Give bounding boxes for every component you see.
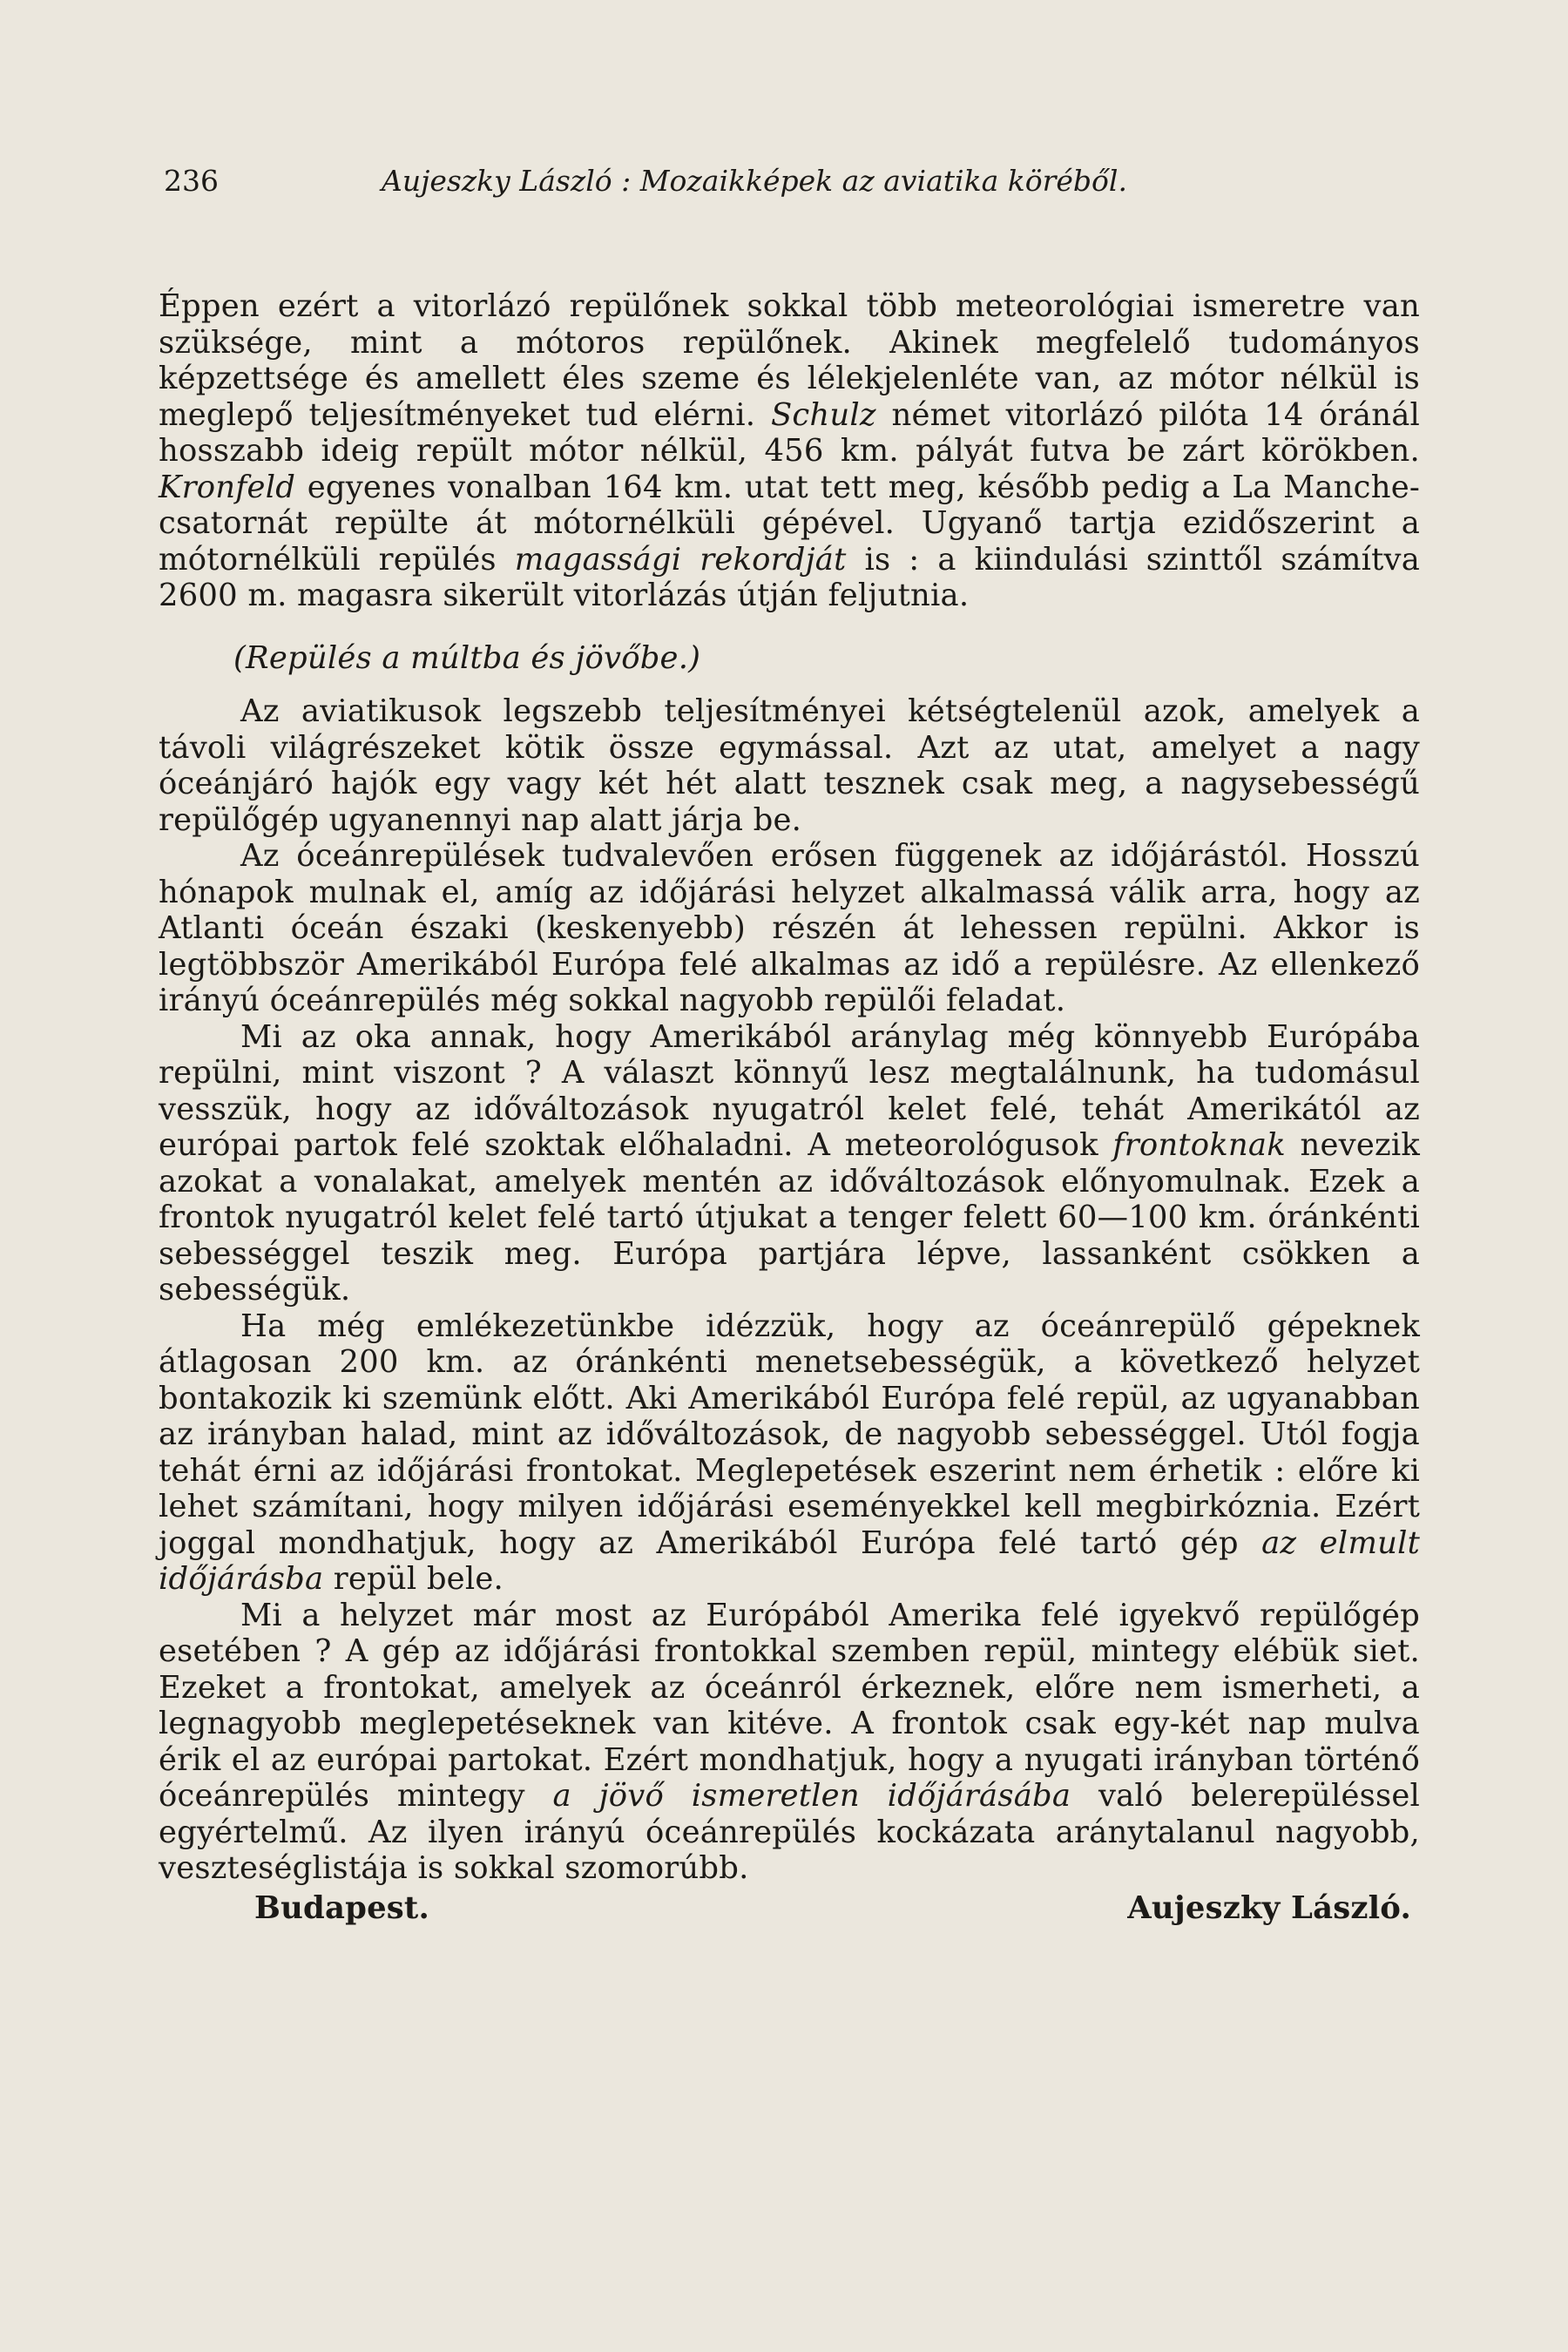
running-title: Aujeszky László : Mozaikképek az aviatika köréből. bbox=[382, 164, 1127, 198]
text-run: repül bele. bbox=[333, 1561, 504, 1597]
paragraph: Az aviatikusok legszebb teljesítményei kétségtelenül azok, amelyek a távoli világrészeket kötik össze egymással. Azt az utat, amelyet a nagy óceánjáró hajók egy vagy két hét alatt tesznek csak meg, a nagysebességű repülőgép ugyanennyi nap alatt járja be. bbox=[159, 693, 1420, 838]
italic-phrase: az elmult időjárásba bbox=[159, 1524, 1421, 1597]
italic-name: Kronfeld bbox=[159, 469, 296, 505]
paragraph bbox=[159, 1019, 1420, 1308]
section-heading: (Repülés a múltba és jövőbe.) bbox=[233, 639, 701, 676]
text-run: is : a kiindulási szinttől számítva 2600 m. magasra sikerült vitorlázás útján feljutnia. bbox=[159, 541, 1421, 613]
text-run: Éppen ezért a vitorlázó repülőnek sokkal több meteorológiai ismeretre van szüksége, mint a mótoros repülőnek. Akinek megfelelő tudományos képzettsége és amellett éles szeme és lélekjelenléte van, az mótor nélkül is meglepő teljesítményeket tud elérni. bbox=[159, 288, 1420, 433]
signature-author: Aujeszky László. bbox=[1127, 1889, 1411, 1926]
running-header bbox=[164, 162, 1418, 200]
signature-place: Budapest. bbox=[254, 1889, 429, 1926]
paragraph: Az óceánrepülések tudvalevően erősen függenek az időjárástól. Hosszú hónapok mulnak el, amíg az időjárási helyzet alkalmassá válik arra, hogy az Atlanti óceán északi (keskenyebb) részén át lehessen repülni. Akkor is legtöbbször Amerikából Európa felé alkalmas az idő a repülésre. Az ellenkező irányú óceánrepülés még sokkal nagyobb repülői feladat. bbox=[159, 838, 1420, 1018]
text-run: Ha még emlékezetünkbe idézzük, hogy az óceánrepülő gépeknek átlagosan 200 km. az óránkénti menetsebességük, a következő helyzet bontakozik ki szemünk előtt. Aki Amerikából Európa felé repül, az ugyanabban az irányban halad, mint az időváltozások, de nagyobb sebességgel. Utól fogja tehát érni az időjárási frontokat. Meglepetések eszerint nem érhetik : előre ki lehet számítani, hogy milyen időjárási eseményekkel kell megbirkóznia. Ezért joggal mondhatjuk, hogy az Amerikából Európa felé tartó gép bbox=[159, 1308, 1420, 1561]
article-body bbox=[159, 288, 1420, 1926]
italic-name: Schulz bbox=[770, 396, 876, 433]
text-run: német vitorlázó pilóta 14 óránál hosszabb ideig repült mótor nélkül, 456 km. pályát futva be zárt körökben. bbox=[159, 396, 1421, 469]
text-run: való belerepüléssel egyértelmű. Az ilyen irányú óceánrepülés kockázata aránytalanul nagyobb, veszteséglistája is sokkal szomorúbb. bbox=[159, 1778, 1421, 1886]
paragraph bbox=[159, 1308, 1420, 1598]
italic-term: frontoknak bbox=[1112, 1127, 1286, 1163]
text-run: Mi az oka annak, hogy Amerikából aránylag még könnyebb Európába repülni, mint viszont ? A választ könnyű lesz megtalálnunk, ha tudomásul vesszük, hogy az időváltozások nyugatról kelet felé, tehát Amerikától az európai partok felé szoktak előhaladni. A meteorológusok bbox=[159, 1018, 1420, 1163]
signature-line bbox=[159, 1890, 1420, 1927]
paragraph bbox=[159, 1598, 1420, 1887]
italic-phrase: a jövő ismeretlen időjárásába bbox=[552, 1778, 1071, 1814]
text-run: nevezik azokat a vonalakat, amelyek mentén az időváltozások előnyomulnak. Ezek a frontok nyugatról kelet felé tartó útjukat a tenger felett 60—100 km. óránkénti sebességgel teszik meg. Európa partjára lépve, lassanként csökken a sebességük. bbox=[159, 1127, 1420, 1308]
italic-phrase: magassági rekordját bbox=[514, 541, 847, 578]
text-run: Mi a helyzet már most az Európából Amerika felé igyekvő repülőgép esetében ? A gép az időjárási frontokkal szemben repül, mintegy elébük siet. Ezeket a frontokat, amelyek az óceánról érkeznek, előre nem ismerheti, a legnagyobb meglepetéseknek van kitéve. A frontok csak egy-két nap mulva érik el az európai partokat. Ezért mondhatjuk, hogy a nyugati irányban történő óceánrepülés mintegy bbox=[159, 1597, 1420, 1814]
paragraph bbox=[159, 288, 1420, 614]
text-run: egyenes vonalban 164 km. utat tett meg, később pedig a La Manche-csatornát repülte át mótornélküli gépével. Ugyanő tartja ezidőszerint a mótornélküli repülés bbox=[159, 469, 1420, 578]
page-number: 236 bbox=[164, 164, 219, 198]
